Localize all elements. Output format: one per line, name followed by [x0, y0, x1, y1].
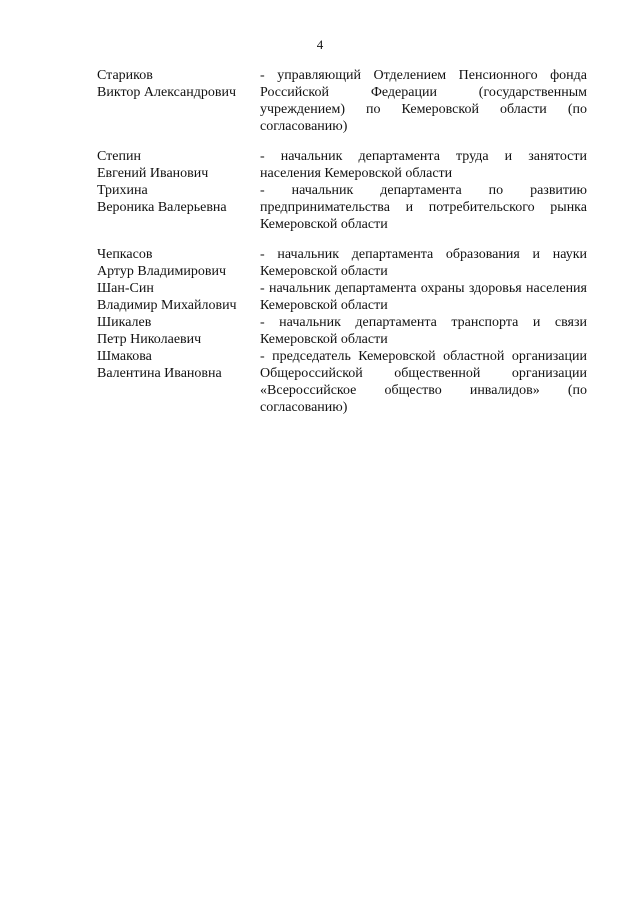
member-role: - председатель Кемеровской областной организации Общероссийской общественной организации «Всероссийское общество инвалидов» (по согласованию) — [260, 349, 587, 415]
member-given-names: Валентина Ивановна — [97, 366, 222, 381]
member-role: - начальник департамента труда и занятости населения Кемеровской области — [260, 149, 587, 181]
member-surname: Чепкасов — [97, 247, 153, 262]
member-given-names: Владимир Михайлович — [97, 298, 237, 313]
member-role: - начальник департамента по развитию предпринимательства и потребительского рынка Кемеровской области — [260, 183, 587, 232]
member-name — [97, 314, 260, 348]
member-name — [97, 348, 260, 382]
member-name — [97, 280, 260, 314]
member-given-names: Виктор Александрович — [97, 85, 237, 100]
member-entry — [97, 67, 589, 135]
member-name — [97, 148, 260, 182]
commission-member-list — [97, 67, 589, 416]
member-surname: Шан-Син — [97, 281, 154, 296]
member-name — [97, 246, 260, 280]
member-entry — [97, 148, 589, 182]
member-given-names: Евгений Иванович — [97, 166, 209, 181]
member-role: - начальник департамента транспорта и связи Кемеровской области — [260, 315, 587, 347]
member-given-names: Артур Владимирович — [97, 264, 227, 279]
member-surname: Шмакова — [97, 349, 152, 364]
member-surname: Шикалев — [97, 315, 152, 330]
member-surname: Степин — [97, 149, 141, 164]
member-entry — [97, 348, 589, 416]
member-surname: Трихина — [97, 183, 148, 198]
member-role: - управляющий Отделением Пенсионного фонда Российской Федерации (государственным учреждением) по Кемеровской области (по согласованию) — [260, 68, 587, 134]
member-name — [97, 67, 260, 101]
member-entry — [97, 280, 589, 314]
member-name — [97, 182, 260, 216]
member-given-names: Петр Николаевич — [97, 332, 202, 347]
member-surname: Стариков — [97, 68, 153, 83]
member-role: - начальник департамента образования и науки Кемеровской области — [260, 247, 587, 279]
member-role: - начальник департамента охраны здоровья населения Кемеровской области — [260, 281, 587, 313]
member-entry — [97, 246, 589, 280]
page-number: 4 — [316, 37, 324, 52]
member-given-names: Вероника Валерьевна — [97, 200, 227, 215]
member-entry — [97, 182, 589, 233]
member-entry — [97, 314, 589, 348]
